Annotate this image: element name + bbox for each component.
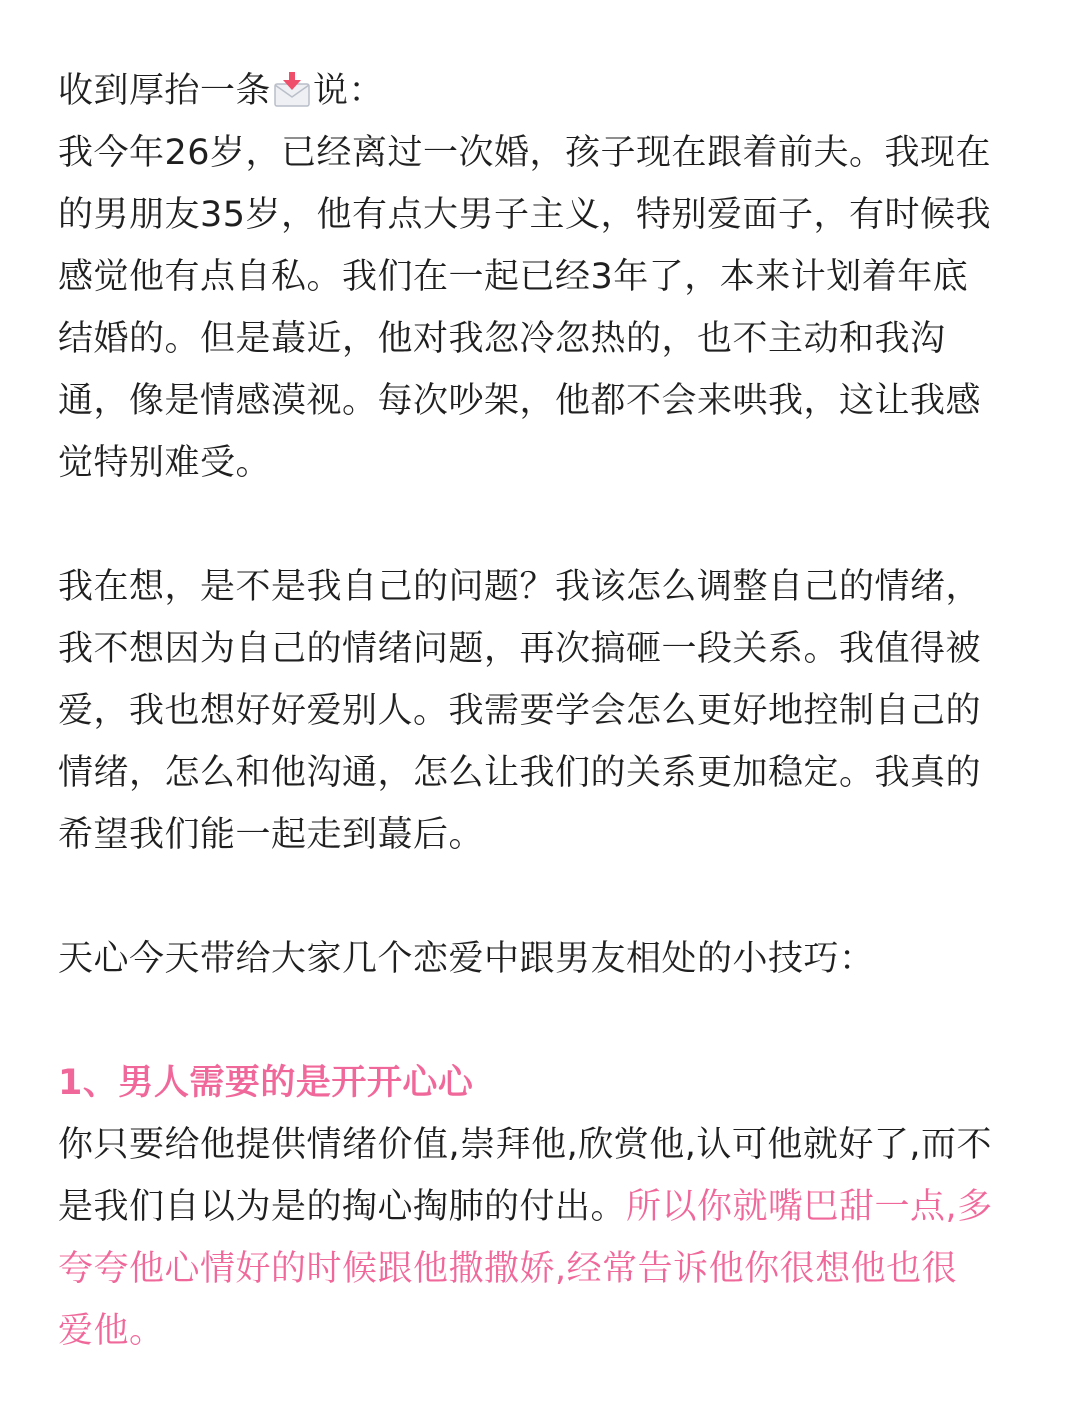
- tip-text: 是我们自以为是的掏心掏肺的付出。: [58, 1187, 627, 1227]
- paragraph-line: 感觉他有点自私。我们在一起已经3年了，本来计划着年底: [58, 257, 969, 297]
- spacer: [58, 990, 1018, 1052]
- paragraph-line: 的男朋友35岁，他有点大男子主义，特别爱面子，有时候我: [58, 195, 992, 235]
- paragraph-situation: [58, 122, 1018, 494]
- paragraph-line: 通，像是情感漠视。每次吵架，他都不会来哄我，这让我感: [58, 381, 982, 421]
- intro-suffix: 说：: [313, 71, 385, 111]
- tip-heading: 1、男人需要的是开开心心: [58, 1063, 474, 1103]
- paragraph-line: 希望我们能一起走到蕞后。: [58, 815, 485, 855]
- paragraph-line: 我不想因为自己的情绪问题，再次搞砸一段关系。我值得被: [58, 629, 982, 669]
- article-body: [58, 60, 1018, 1362]
- spacer: [58, 494, 1018, 556]
- intro-prefix: 收到厚抬一条: [58, 71, 272, 111]
- paragraph-line: 觉特别难受。: [58, 443, 272, 483]
- spacer: [58, 866, 1018, 928]
- tips-intro: 天心今天带给大家几个恋爱中跟男友相处的小技巧：: [58, 939, 875, 979]
- paragraph-line: 结婚的。但是蕞近，他对我忽冷忽热的，也不主动和我沟: [58, 319, 946, 359]
- envelope-with-down-arrow-icon: [272, 66, 312, 102]
- tip-section-1: [58, 1052, 1018, 1362]
- tip-highlight-line: 夸夸他心情好的时候跟他撒撒娇,经常告诉他你很想他也很: [58, 1249, 958, 1289]
- tip-highlight: 所以你就嘴巴甜一点,多: [626, 1187, 993, 1227]
- paragraph-line: 我在想，是不是我自己的问题？我该怎么调整自己的情绪，: [58, 567, 982, 607]
- tip-line-mixed: [58, 1176, 1018, 1238]
- tip-highlight-line: 爱他。: [58, 1311, 165, 1351]
- paragraph-line: 我今年26岁，已经离过一次婚，孩子现在跟着前夫。我现在: [58, 133, 992, 173]
- paragraph-reflection: [58, 556, 1018, 866]
- paragraph-line: 情绪，怎么和他沟通，怎么让我们的关系更加稳定。我真的: [58, 753, 982, 793]
- intro-line: [58, 60, 1018, 122]
- paragraph-line: 爱，我也想好好爱别人。我需要学会怎么更好地控制自己的: [58, 691, 982, 731]
- tip-line: 你只要给他提供情绪价值,崇拜他,欣赏他,认可他就好了,而不: [58, 1125, 993, 1165]
